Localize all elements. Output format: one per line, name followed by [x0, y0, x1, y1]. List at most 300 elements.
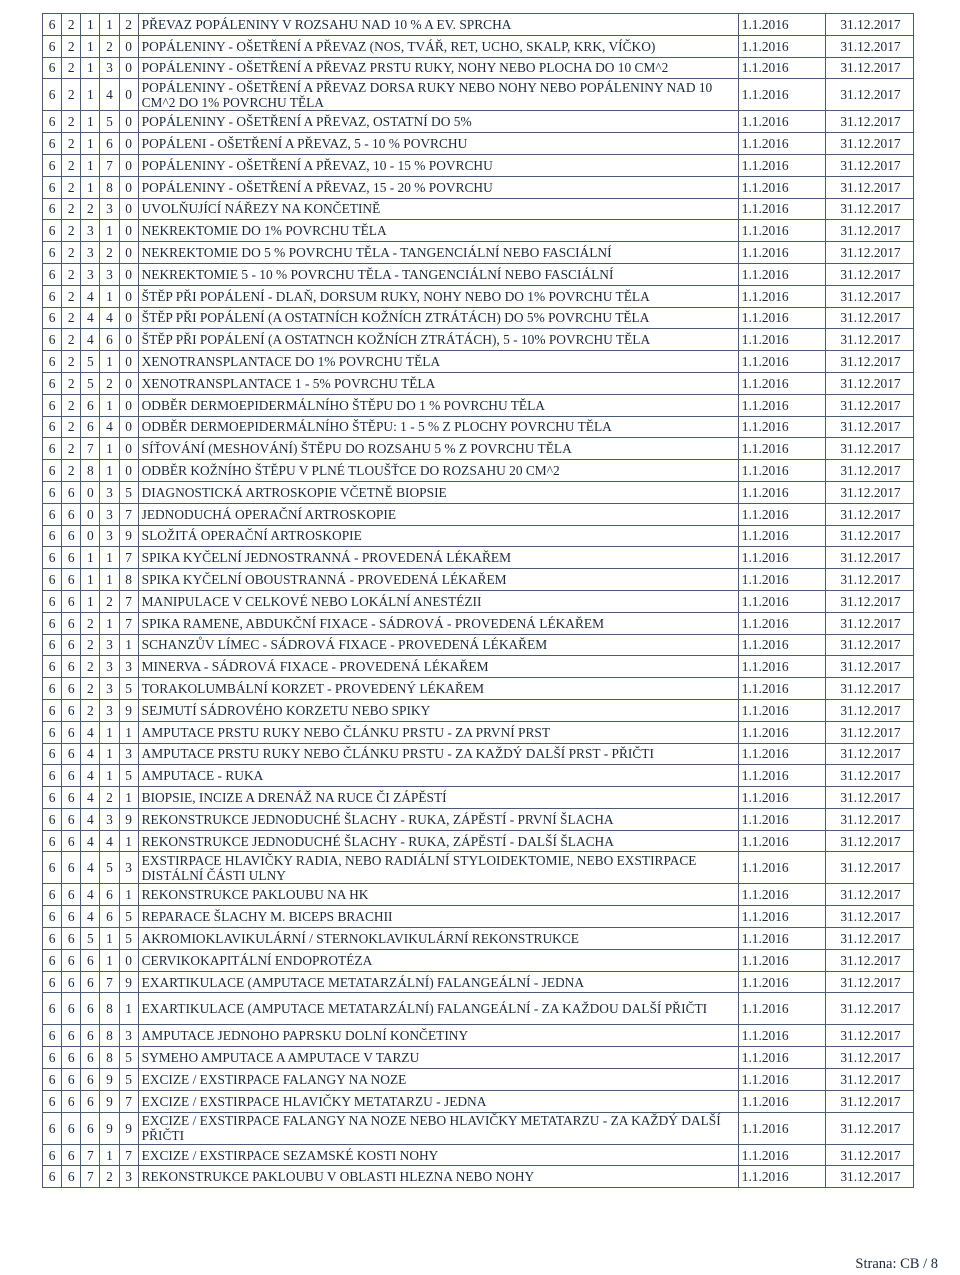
- procedure-description-cell: EXCIZE / EXSTIRPACE SEZAMSKÉ KOSTI NOHY: [138, 1144, 738, 1166]
- code-digit-cell: 6: [62, 949, 81, 971]
- code-digit-cell: 6: [62, 993, 81, 1025]
- valid-from-cell: 1.1.2016: [738, 14, 826, 36]
- code-digit-cell: 6: [43, 285, 62, 307]
- table-row: [43, 721, 914, 743]
- code-digit-cell: 2: [62, 176, 81, 198]
- code-digit-cell: 3: [100, 198, 119, 220]
- code-digit-cell: 8: [100, 1025, 119, 1047]
- code-digit-cell: 6: [43, 830, 62, 852]
- table-row: [43, 884, 914, 906]
- code-digit-cell: 6: [43, 971, 62, 993]
- table-row: [43, 765, 914, 787]
- valid-from-cell: 1.1.2016: [738, 569, 826, 591]
- code-digit-cell: 5: [119, 678, 138, 700]
- code-digit-cell: 2: [100, 787, 119, 809]
- procedure-code-table: [42, 13, 914, 1188]
- code-digit-cell: 6: [43, 154, 62, 176]
- valid-to-cell: 31.12.2017: [826, 830, 914, 852]
- table-row: [43, 569, 914, 591]
- code-digit-cell: 0: [119, 35, 138, 57]
- code-digit-cell: 6: [62, 481, 81, 503]
- table-row: [43, 808, 914, 830]
- code-digit-cell: 6: [43, 612, 62, 634]
- code-digit-cell: 6: [43, 949, 62, 971]
- code-digit-cell: 6: [43, 743, 62, 765]
- valid-to-cell: 31.12.2017: [826, 808, 914, 830]
- code-digit-cell: 4: [81, 285, 100, 307]
- code-digit-cell: 2: [62, 460, 81, 482]
- code-digit-cell: 6: [43, 852, 62, 884]
- code-digit-cell: 2: [62, 111, 81, 133]
- code-digit-cell: 1: [81, 569, 100, 591]
- code-digit-cell: 0: [119, 176, 138, 198]
- code-digit-cell: 7: [119, 547, 138, 569]
- valid-to-cell: 31.12.2017: [826, 525, 914, 547]
- code-digit-cell: 6: [81, 971, 100, 993]
- valid-from-cell: 1.1.2016: [738, 1166, 826, 1188]
- valid-from-cell: 1.1.2016: [738, 928, 826, 950]
- procedure-description-cell: BIOPSIE, INCIZE A DRENÁŽ NA RUCE ČI ZÁPĚSTÍ: [138, 787, 738, 809]
- valid-from-cell: 1.1.2016: [738, 416, 826, 438]
- table-row: [43, 242, 914, 264]
- valid-to-cell: 31.12.2017: [826, 263, 914, 285]
- code-digit-cell: 6: [62, 906, 81, 928]
- valid-to-cell: 31.12.2017: [826, 503, 914, 525]
- code-digit-cell: 6: [43, 394, 62, 416]
- valid-from-cell: 1.1.2016: [738, 852, 826, 884]
- code-digit-cell: 2: [62, 372, 81, 394]
- table-row: [43, 14, 914, 36]
- code-digit-cell: 6: [62, 787, 81, 809]
- valid-to-cell: 31.12.2017: [826, 1090, 914, 1112]
- code-digit-cell: 4: [81, 830, 100, 852]
- code-digit-cell: 1: [100, 394, 119, 416]
- code-digit-cell: 7: [119, 612, 138, 634]
- code-digit-cell: 6: [62, 1069, 81, 1091]
- code-digit-cell: 9: [119, 699, 138, 721]
- code-digit-cell: 0: [119, 307, 138, 329]
- code-digit-cell: 9: [119, 808, 138, 830]
- code-digit-cell: 1: [100, 220, 119, 242]
- table-row: [43, 949, 914, 971]
- valid-to-cell: 31.12.2017: [826, 285, 914, 307]
- code-digit-cell: 2: [62, 154, 81, 176]
- table-row: [43, 57, 914, 79]
- code-digit-cell: 6: [62, 612, 81, 634]
- valid-to-cell: 31.12.2017: [826, 569, 914, 591]
- page-number: Strana: CB / 8: [855, 1256, 938, 1272]
- code-digit-cell: 4: [81, 765, 100, 787]
- code-digit-cell: 6: [43, 351, 62, 373]
- code-digit-cell: 6: [43, 111, 62, 133]
- code-digit-cell: 6: [62, 1112, 81, 1144]
- procedure-description-cell: TORAKOLUMBÁLNÍ KORZET - PROVEDENÝ LÉKAŘEM: [138, 678, 738, 700]
- code-digit-cell: 2: [100, 590, 119, 612]
- procedure-description-cell: ODBĚR DERMOEPIDERMÁLNÍHO ŠTĚPU DO 1 % POVRCHU TĚLA: [138, 394, 738, 416]
- valid-from-cell: 1.1.2016: [738, 263, 826, 285]
- code-digit-cell: 6: [100, 329, 119, 351]
- valid-to-cell: 31.12.2017: [826, 460, 914, 482]
- code-digit-cell: 4: [81, 743, 100, 765]
- procedure-description-cell: SCHANZŮV LÍMEC - SÁDROVÁ FIXACE - PROVEDENÁ LÉKAŘEM: [138, 634, 738, 656]
- code-digit-cell: 2: [62, 242, 81, 264]
- procedure-description-cell: SPIKA KYČELNÍ JEDNOSTRANNÁ - PROVEDENÁ LÉKAŘEM: [138, 547, 738, 569]
- procedure-description-cell: ODBĚR KOŽNÍHO ŠTĚPU V PLNÉ TLOUŠŤCE DO ROZSAHU 20 CM^2: [138, 460, 738, 482]
- valid-to-cell: 31.12.2017: [826, 438, 914, 460]
- code-digit-cell: 6: [43, 1112, 62, 1144]
- code-digit-cell: 5: [81, 372, 100, 394]
- code-digit-cell: 6: [43, 1047, 62, 1069]
- code-digit-cell: 2: [62, 351, 81, 373]
- code-digit-cell: 1: [119, 993, 138, 1025]
- code-digit-cell: 6: [62, 699, 81, 721]
- code-digit-cell: 3: [100, 503, 119, 525]
- code-digit-cell: 2: [62, 416, 81, 438]
- code-digit-cell: 2: [62, 263, 81, 285]
- code-digit-cell: 5: [100, 111, 119, 133]
- valid-from-cell: 1.1.2016: [738, 1144, 826, 1166]
- procedure-table-body: [43, 14, 914, 1188]
- code-digit-cell: 5: [81, 351, 100, 373]
- code-digit-cell: 2: [62, 133, 81, 155]
- procedure-description-cell: SÍŤOVÁNÍ (MESHOVÁNÍ) ŠTĚPU DO ROZSAHU 5 % Z POVRCHU TĚLA: [138, 438, 738, 460]
- table-row: [43, 372, 914, 394]
- procedure-description-cell: SPIKA KYČELNÍ OBOUSTRANNÁ - PROVEDENÁ LÉKAŘEM: [138, 569, 738, 591]
- code-digit-cell: 1: [100, 743, 119, 765]
- code-digit-cell: 6: [62, 1025, 81, 1047]
- table-row: [43, 656, 914, 678]
- valid-to-cell: 31.12.2017: [826, 1025, 914, 1047]
- code-digit-cell: 0: [119, 394, 138, 416]
- code-digit-cell: 1: [100, 928, 119, 950]
- code-digit-cell: 8: [100, 176, 119, 198]
- code-digit-cell: 0: [119, 949, 138, 971]
- code-digit-cell: 4: [100, 416, 119, 438]
- code-digit-cell: 6: [62, 830, 81, 852]
- code-digit-cell: 5: [119, 1047, 138, 1069]
- code-digit-cell: 5: [100, 852, 119, 884]
- valid-to-cell: 31.12.2017: [826, 57, 914, 79]
- code-digit-cell: 1: [119, 830, 138, 852]
- table-row: [43, 1112, 914, 1144]
- valid-from-cell: 1.1.2016: [738, 634, 826, 656]
- procedure-description-cell: SPIKA RAMENE, ABDUKČNÍ FIXACE - SÁDROVÁ - PROVEDENÁ LÉKAŘEM: [138, 612, 738, 634]
- valid-to-cell: 31.12.2017: [826, 678, 914, 700]
- code-digit-cell: 1: [100, 949, 119, 971]
- code-digit-cell: 2: [81, 634, 100, 656]
- valid-to-cell: 31.12.2017: [826, 884, 914, 906]
- code-digit-cell: 3: [119, 743, 138, 765]
- code-digit-cell: 1: [119, 721, 138, 743]
- code-digit-cell: 4: [81, 884, 100, 906]
- code-digit-cell: 2: [62, 220, 81, 242]
- code-digit-cell: 6: [43, 590, 62, 612]
- valid-from-cell: 1.1.2016: [738, 884, 826, 906]
- valid-to-cell: 31.12.2017: [826, 971, 914, 993]
- code-digit-cell: 3: [100, 656, 119, 678]
- code-digit-cell: 1: [81, 133, 100, 155]
- valid-from-cell: 1.1.2016: [738, 133, 826, 155]
- code-digit-cell: 6: [43, 525, 62, 547]
- valid-from-cell: 1.1.2016: [738, 57, 826, 79]
- code-digit-cell: 4: [81, 852, 100, 884]
- valid-from-cell: 1.1.2016: [738, 285, 826, 307]
- valid-from-cell: 1.1.2016: [738, 372, 826, 394]
- valid-to-cell: 31.12.2017: [826, 198, 914, 220]
- code-digit-cell: 6: [62, 852, 81, 884]
- table-row: [43, 285, 914, 307]
- valid-to-cell: 31.12.2017: [826, 1047, 914, 1069]
- code-digit-cell: 0: [119, 438, 138, 460]
- code-digit-cell: 8: [81, 460, 100, 482]
- valid-to-cell: 31.12.2017: [826, 765, 914, 787]
- code-digit-cell: 6: [81, 1047, 100, 1069]
- code-digit-cell: 7: [100, 971, 119, 993]
- procedure-table-container: [42, 13, 914, 1188]
- code-digit-cell: 6: [43, 242, 62, 264]
- code-digit-cell: 1: [100, 285, 119, 307]
- table-row: [43, 787, 914, 809]
- code-digit-cell: 0: [119, 372, 138, 394]
- code-digit-cell: 1: [100, 351, 119, 373]
- code-digit-cell: 3: [100, 525, 119, 547]
- table-row: [43, 1025, 914, 1047]
- code-digit-cell: 6: [43, 765, 62, 787]
- code-digit-cell: 1: [100, 765, 119, 787]
- table-row: [43, 612, 914, 634]
- code-digit-cell: 8: [100, 993, 119, 1025]
- valid-to-cell: 31.12.2017: [826, 372, 914, 394]
- code-digit-cell: 6: [62, 678, 81, 700]
- table-row: [43, 481, 914, 503]
- code-digit-cell: 6: [100, 906, 119, 928]
- code-digit-cell: 6: [81, 1069, 100, 1091]
- code-digit-cell: 1: [100, 547, 119, 569]
- valid-from-cell: 1.1.2016: [738, 79, 826, 111]
- code-digit-cell: 3: [100, 481, 119, 503]
- code-digit-cell: 6: [62, 547, 81, 569]
- code-digit-cell: 6: [81, 1025, 100, 1047]
- valid-to-cell: 31.12.2017: [826, 133, 914, 155]
- table-row: [43, 220, 914, 242]
- valid-to-cell: 31.12.2017: [826, 656, 914, 678]
- valid-from-cell: 1.1.2016: [738, 438, 826, 460]
- valid-to-cell: 31.12.2017: [826, 35, 914, 57]
- procedure-description-cell: POPÁLENINY - OŠETŘENÍ A PŘEVAZ, 10 - 15 % POVRCHU: [138, 154, 738, 176]
- valid-to-cell: 31.12.2017: [826, 79, 914, 111]
- code-digit-cell: 5: [119, 481, 138, 503]
- code-digit-cell: 1: [81, 14, 100, 36]
- procedure-description-cell: AMPUTACE PRSTU RUKY NEBO ČLÁNKU PRSTU - ZA KAŽDÝ DALŠÍ PRST - PŘIČTI: [138, 743, 738, 765]
- code-digit-cell: 1: [81, 111, 100, 133]
- procedure-description-cell: UVOLŇUJÍCÍ NÁŘEZY NA KONČETINĚ: [138, 198, 738, 220]
- valid-from-cell: 1.1.2016: [738, 242, 826, 264]
- table-row: [43, 547, 914, 569]
- valid-to-cell: 31.12.2017: [826, 351, 914, 373]
- code-digit-cell: 6: [62, 765, 81, 787]
- code-digit-cell: 6: [62, 1166, 81, 1188]
- valid-from-cell: 1.1.2016: [738, 971, 826, 993]
- code-digit-cell: 4: [81, 329, 100, 351]
- valid-from-cell: 1.1.2016: [738, 176, 826, 198]
- code-digit-cell: 6: [43, 263, 62, 285]
- code-digit-cell: 6: [62, 884, 81, 906]
- valid-from-cell: 1.1.2016: [738, 743, 826, 765]
- table-row: [43, 460, 914, 482]
- valid-from-cell: 1.1.2016: [738, 198, 826, 220]
- table-row: [43, 634, 914, 656]
- code-digit-cell: 6: [62, 1144, 81, 1166]
- valid-from-cell: 1.1.2016: [738, 699, 826, 721]
- procedure-description-cell: ŠTĚP PŘI POPÁLENÍ (A OSTATNCH KOŽNÍCH ZTRÁTÁCH), 5 - 10% POVRCHU TĚLA: [138, 329, 738, 351]
- valid-to-cell: 31.12.2017: [826, 787, 914, 809]
- procedure-description-cell: REPARACE ŠLACHY M. BICEPS BRACHII: [138, 906, 738, 928]
- valid-to-cell: 31.12.2017: [826, 307, 914, 329]
- code-digit-cell: 6: [43, 1166, 62, 1188]
- code-digit-cell: 2: [81, 612, 100, 634]
- code-digit-cell: 6: [43, 721, 62, 743]
- table-row: [43, 699, 914, 721]
- code-digit-cell: 1: [100, 612, 119, 634]
- table-row: [43, 525, 914, 547]
- code-digit-cell: 2: [100, 242, 119, 264]
- procedure-description-cell: NEKREKTOMIE DO 5 % POVRCHU TĚLA - TANGENCIÁLNÍ NEBO FASCIÁLNÍ: [138, 242, 738, 264]
- code-digit-cell: 0: [119, 351, 138, 373]
- code-digit-cell: 0: [81, 525, 100, 547]
- code-digit-cell: 6: [62, 656, 81, 678]
- table-row: [43, 79, 914, 111]
- code-digit-cell: 3: [100, 678, 119, 700]
- code-digit-cell: 7: [119, 1144, 138, 1166]
- valid-to-cell: 31.12.2017: [826, 743, 914, 765]
- code-digit-cell: 6: [43, 656, 62, 678]
- code-digit-cell: 6: [62, 503, 81, 525]
- code-digit-cell: 6: [43, 481, 62, 503]
- procedure-description-cell: JEDNODUCHÁ OPERAČNÍ ARTROSKOPIE: [138, 503, 738, 525]
- valid-to-cell: 31.12.2017: [826, 242, 914, 264]
- code-digit-cell: 6: [43, 678, 62, 700]
- code-digit-cell: 5: [119, 928, 138, 950]
- code-digit-cell: 6: [100, 884, 119, 906]
- procedure-description-cell: REKONSTRUKCE JEDNODUCHÉ ŠLACHY - RUKA, ZÁPĚSTÍ - PRVNÍ ŠLACHA: [138, 808, 738, 830]
- code-digit-cell: 6: [81, 416, 100, 438]
- procedure-description-cell: AMPUTACE - RUKA: [138, 765, 738, 787]
- code-digit-cell: 0: [119, 460, 138, 482]
- procedure-description-cell: CERVIKOKAPITÁLNÍ ENDOPROTÉZA: [138, 949, 738, 971]
- valid-to-cell: 31.12.2017: [826, 220, 914, 242]
- code-digit-cell: 4: [81, 787, 100, 809]
- code-digit-cell: 2: [81, 656, 100, 678]
- code-digit-cell: 6: [43, 460, 62, 482]
- code-digit-cell: 2: [81, 198, 100, 220]
- procedure-description-cell: ODBĚR DERMOEPIDERMÁLNÍHO ŠTĚPU: 1 - 5 % Z PLOCHY POVRCHU TĚLA: [138, 416, 738, 438]
- code-digit-cell: 9: [100, 1112, 119, 1144]
- table-row: [43, 906, 914, 928]
- procedure-description-cell: NEKREKTOMIE 5 - 10 % POVRCHU TĚLA - TANGENCIÁLNÍ NEBO FASCIÁLNÍ: [138, 263, 738, 285]
- valid-to-cell: 31.12.2017: [826, 928, 914, 950]
- valid-from-cell: 1.1.2016: [738, 1112, 826, 1144]
- valid-from-cell: 1.1.2016: [738, 1047, 826, 1069]
- procedure-description-cell: EXARTIKULACE (AMPUTACE METATARZÁLNÍ) FALANGEÁLNÍ - JEDNA: [138, 971, 738, 993]
- code-digit-cell: 2: [62, 307, 81, 329]
- code-digit-cell: 0: [119, 133, 138, 155]
- code-digit-cell: 2: [62, 198, 81, 220]
- code-digit-cell: 3: [100, 634, 119, 656]
- procedure-description-cell: XENOTRANSPLANTACE DO 1% POVRCHU TĚLA: [138, 351, 738, 373]
- procedure-description-cell: POPÁLENINY - OŠETŘENÍ A PŘEVAZ (NOS, TVÁŘ, RET, UCHO, SKALP, KRK, VÍČKO): [138, 35, 738, 57]
- code-digit-cell: 7: [81, 1166, 100, 1188]
- code-digit-cell: 0: [119, 263, 138, 285]
- code-digit-cell: 9: [119, 525, 138, 547]
- valid-to-cell: 31.12.2017: [826, 612, 914, 634]
- code-digit-cell: 2: [62, 438, 81, 460]
- procedure-description-cell: AMPUTACE PRSTU RUKY NEBO ČLÁNKU PRSTU - ZA PRVNÍ PRST: [138, 721, 738, 743]
- valid-from-cell: 1.1.2016: [738, 547, 826, 569]
- code-digit-cell: 5: [119, 906, 138, 928]
- code-digit-cell: 0: [119, 198, 138, 220]
- code-digit-cell: 1: [100, 14, 119, 36]
- table-row: [43, 590, 914, 612]
- valid-to-cell: 31.12.2017: [826, 547, 914, 569]
- code-digit-cell: 2: [100, 35, 119, 57]
- table-row: [43, 133, 914, 155]
- code-digit-cell: 6: [81, 949, 100, 971]
- code-digit-cell: 6: [43, 307, 62, 329]
- table-row: [43, 263, 914, 285]
- code-digit-cell: 6: [43, 906, 62, 928]
- code-digit-cell: 2: [119, 14, 138, 36]
- code-digit-cell: 6: [43, 993, 62, 1025]
- code-digit-cell: 9: [119, 1112, 138, 1144]
- code-digit-cell: 1: [100, 1144, 119, 1166]
- code-digit-cell: 6: [43, 634, 62, 656]
- code-digit-cell: 6: [62, 1047, 81, 1069]
- valid-from-cell: 1.1.2016: [738, 721, 826, 743]
- valid-to-cell: 31.12.2017: [826, 634, 914, 656]
- valid-from-cell: 1.1.2016: [738, 1025, 826, 1047]
- procedure-description-cell: POPÁLENI - OŠETŘENÍ A PŘEVAZ, 5 - 10 % POVRCHU: [138, 133, 738, 155]
- code-digit-cell: 6: [62, 743, 81, 765]
- table-row: [43, 176, 914, 198]
- valid-to-cell: 31.12.2017: [826, 416, 914, 438]
- valid-from-cell: 1.1.2016: [738, 503, 826, 525]
- table-row: [43, 1090, 914, 1112]
- procedure-description-cell: SLOŽITÁ OPERAČNÍ ARTROSKOPIE: [138, 525, 738, 547]
- code-digit-cell: 3: [100, 699, 119, 721]
- code-digit-cell: 6: [81, 394, 100, 416]
- valid-from-cell: 1.1.2016: [738, 35, 826, 57]
- code-digit-cell: 1: [81, 57, 100, 79]
- valid-from-cell: 1.1.2016: [738, 612, 826, 634]
- table-row: [43, 35, 914, 57]
- valid-to-cell: 31.12.2017: [826, 906, 914, 928]
- code-digit-cell: 5: [119, 1069, 138, 1091]
- valid-to-cell: 31.12.2017: [826, 852, 914, 884]
- code-digit-cell: 6: [43, 416, 62, 438]
- code-digit-cell: 2: [62, 14, 81, 36]
- code-digit-cell: 0: [119, 416, 138, 438]
- procedure-description-cell: ŠTĚP PŘI POPÁLENÍ - DLAŇ, DORSUM RUKY, NOHY NEBO DO 1% POVRCHU TĚLA: [138, 285, 738, 307]
- code-digit-cell: 7: [119, 590, 138, 612]
- code-digit-cell: 4: [100, 830, 119, 852]
- valid-to-cell: 31.12.2017: [826, 1069, 914, 1091]
- procedure-description-cell: POPÁLENINY - OŠETŘENÍ A PŘEVAZ PRSTU RUKY, NOHY NEBO PLOCHA DO 10 CM^2: [138, 57, 738, 79]
- code-digit-cell: 6: [81, 993, 100, 1025]
- valid-from-cell: 1.1.2016: [738, 830, 826, 852]
- procedure-description-cell: POPÁLENINY - OŠETŘENÍ A PŘEVAZ, OSTATNÍ DO 5%: [138, 111, 738, 133]
- code-digit-cell: 0: [81, 503, 100, 525]
- code-digit-cell: 6: [43, 503, 62, 525]
